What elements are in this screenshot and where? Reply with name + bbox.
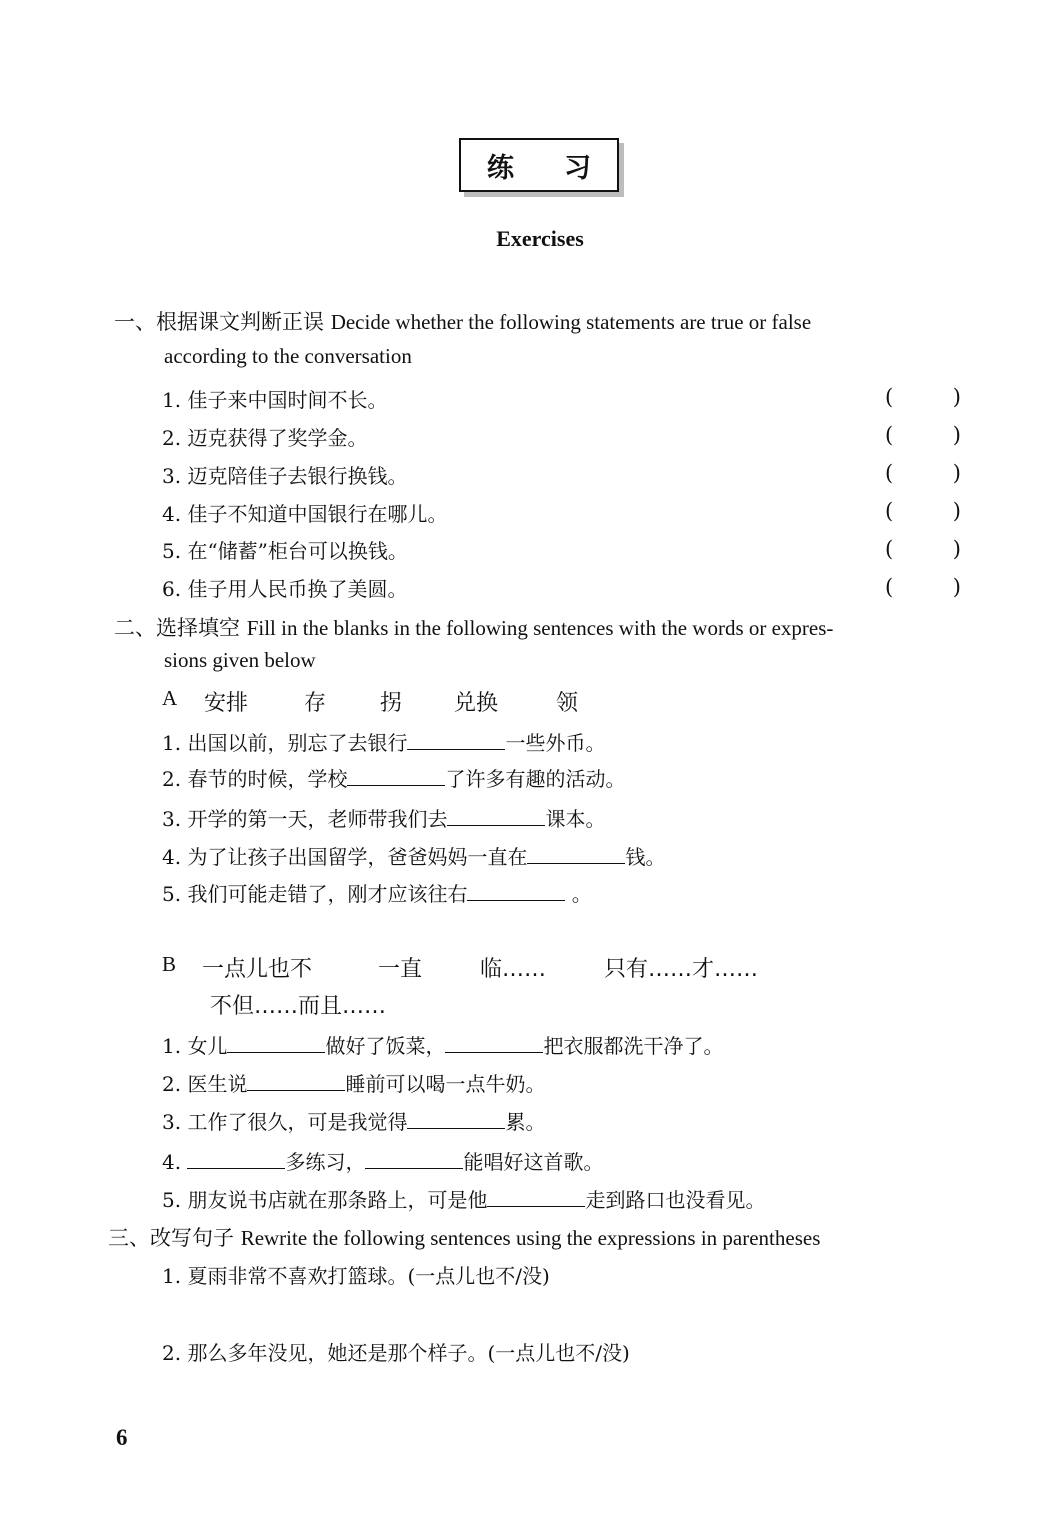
word-bank-label: A — [162, 686, 178, 710]
word-bank-item: 只有……才…… — [604, 957, 759, 982]
list-item: 4. 多练习， 能唱好这首歌。 — [162, 1150, 604, 1174]
fill-blank[interactable] — [187, 1150, 285, 1169]
list-item: 5. 朋友说书店就在那条路上，可是他 走到路口也没看见。 — [162, 1188, 766, 1212]
list-item: 3. 迈克陪佳子去银行换钱。 — [162, 464, 408, 488]
fill-blank[interactable] — [407, 1110, 505, 1129]
section2-title-en-2: sions given below — [164, 648, 316, 672]
word-bank-item: 临…… — [480, 957, 547, 982]
list-item: 1. 出国以前，别忘了去银行 一些外币。 — [162, 731, 606, 755]
list-item: 6. 佳子用人民币换了美圆。 — [162, 577, 408, 601]
expression-hint: (一点儿也不/没) — [407, 1264, 550, 1288]
answer-parens[interactable]: ( ) — [885, 499, 961, 523]
section1-title-en-2: according to the conversation — [164, 344, 412, 368]
list-item: 3. 开学的第一天，老师带我们去 课本。 — [162, 807, 606, 831]
fill-blank[interactable] — [365, 1150, 463, 1169]
list-item: 1. 佳子来中国时间不长。 — [162, 388, 388, 412]
word-bank-b — [162, 952, 862, 982]
answer-parens[interactable]: ( ) — [885, 385, 961, 409]
list-item: 1. 女儿 做好了饭菜， 把衣服都洗干净了。 — [162, 1034, 724, 1058]
answer-parens[interactable]: ( ) — [885, 575, 961, 599]
answer-parens[interactable]: ( ) — [885, 461, 961, 485]
section3-title-en: Rewrite the following sentences using the expressions in parentheses — [240, 1226, 821, 1250]
page-number: 6 — [116, 1425, 128, 1450]
page-subtitle: Exercises — [496, 226, 584, 251]
fill-blank[interactable] — [227, 1034, 325, 1053]
word-bank-label: B — [162, 952, 177, 976]
list-item: 5. 我们可能走错了，刚才应该往右 。 — [162, 882, 592, 906]
list-item: 4. 为了让孩子出国留学，爸爸妈妈一直在 钱。 — [162, 845, 666, 869]
word-bank-item: 安排 — [204, 691, 249, 716]
expression-hint: (一点儿也不/没) — [487, 1341, 630, 1365]
section2-marker: 二、 — [114, 616, 156, 640]
answer-parens[interactable]: ( ) — [885, 537, 961, 561]
list-item: 2. 春节的时候，学校 了许多有趣的活动。 — [162, 767, 626, 791]
word-bank-item: 存 — [304, 691, 327, 716]
word-bank-item: 领 — [556, 691, 579, 716]
section1-title-cn: 根据课文判断正误 — [156, 310, 324, 334]
list-item: 4. 佳子不知道中国银行在哪儿。 — [162, 502, 448, 526]
section2-heading — [114, 612, 833, 642]
list-item: 5. 在“储蓄”柜台可以换钱。 — [162, 539, 408, 563]
section1-marker: 一、 — [114, 310, 156, 334]
title-char-2: 习 — [564, 152, 591, 184]
list-item: 2. 迈克获得了奖学金。 — [162, 426, 368, 450]
fill-blank[interactable] — [407, 731, 505, 750]
section3-title-cn: 改写句子 — [150, 1226, 234, 1250]
section2-title-cn: 选择填空 — [156, 616, 240, 640]
title-char-1: 练 — [487, 152, 514, 184]
fill-blank[interactable] — [467, 882, 565, 901]
word-bank-item: 兑换 — [454, 691, 499, 716]
fill-blank[interactable] — [447, 807, 545, 826]
list-item: 2. 医生说 睡前可以喝一点牛奶。 — [162, 1072, 546, 1096]
word-bank-item: 一直 — [378, 957, 423, 982]
list-item: 2. 那么多年没见，她还是那个样子。(一点儿也不/没) — [162, 1341, 630, 1365]
section1-heading — [114, 306, 811, 336]
word-bank-item: 一点儿也不 — [202, 957, 313, 982]
fill-blank[interactable] — [527, 845, 625, 864]
section1-title-en-1: Decide whether the following statements are true or false — [330, 310, 812, 334]
section3-heading — [108, 1222, 820, 1252]
section2-title-en-1: Fill in the blanks in the following sentences with the words or expres- — [246, 616, 834, 640]
fill-blank[interactable] — [247, 1072, 345, 1091]
title-box — [459, 138, 619, 192]
fill-blank[interactable] — [445, 1034, 543, 1053]
list-item: 1. 夏雨非常不喜欢打篮球。(一点儿也不/没) — [162, 1264, 550, 1288]
answer-parens[interactable]: ( ) — [885, 423, 961, 447]
fill-blank[interactable] — [347, 767, 445, 786]
fill-blank[interactable] — [487, 1188, 585, 1207]
section3-marker: 三、 — [108, 1226, 150, 1250]
word-bank-item: 不但……而且…… — [210, 994, 387, 1019]
word-bank-item: 拐 — [380, 691, 403, 716]
list-item: 3. 工作了很久，可是我觉得 累。 — [162, 1110, 546, 1134]
word-bank-a — [162, 686, 662, 716]
